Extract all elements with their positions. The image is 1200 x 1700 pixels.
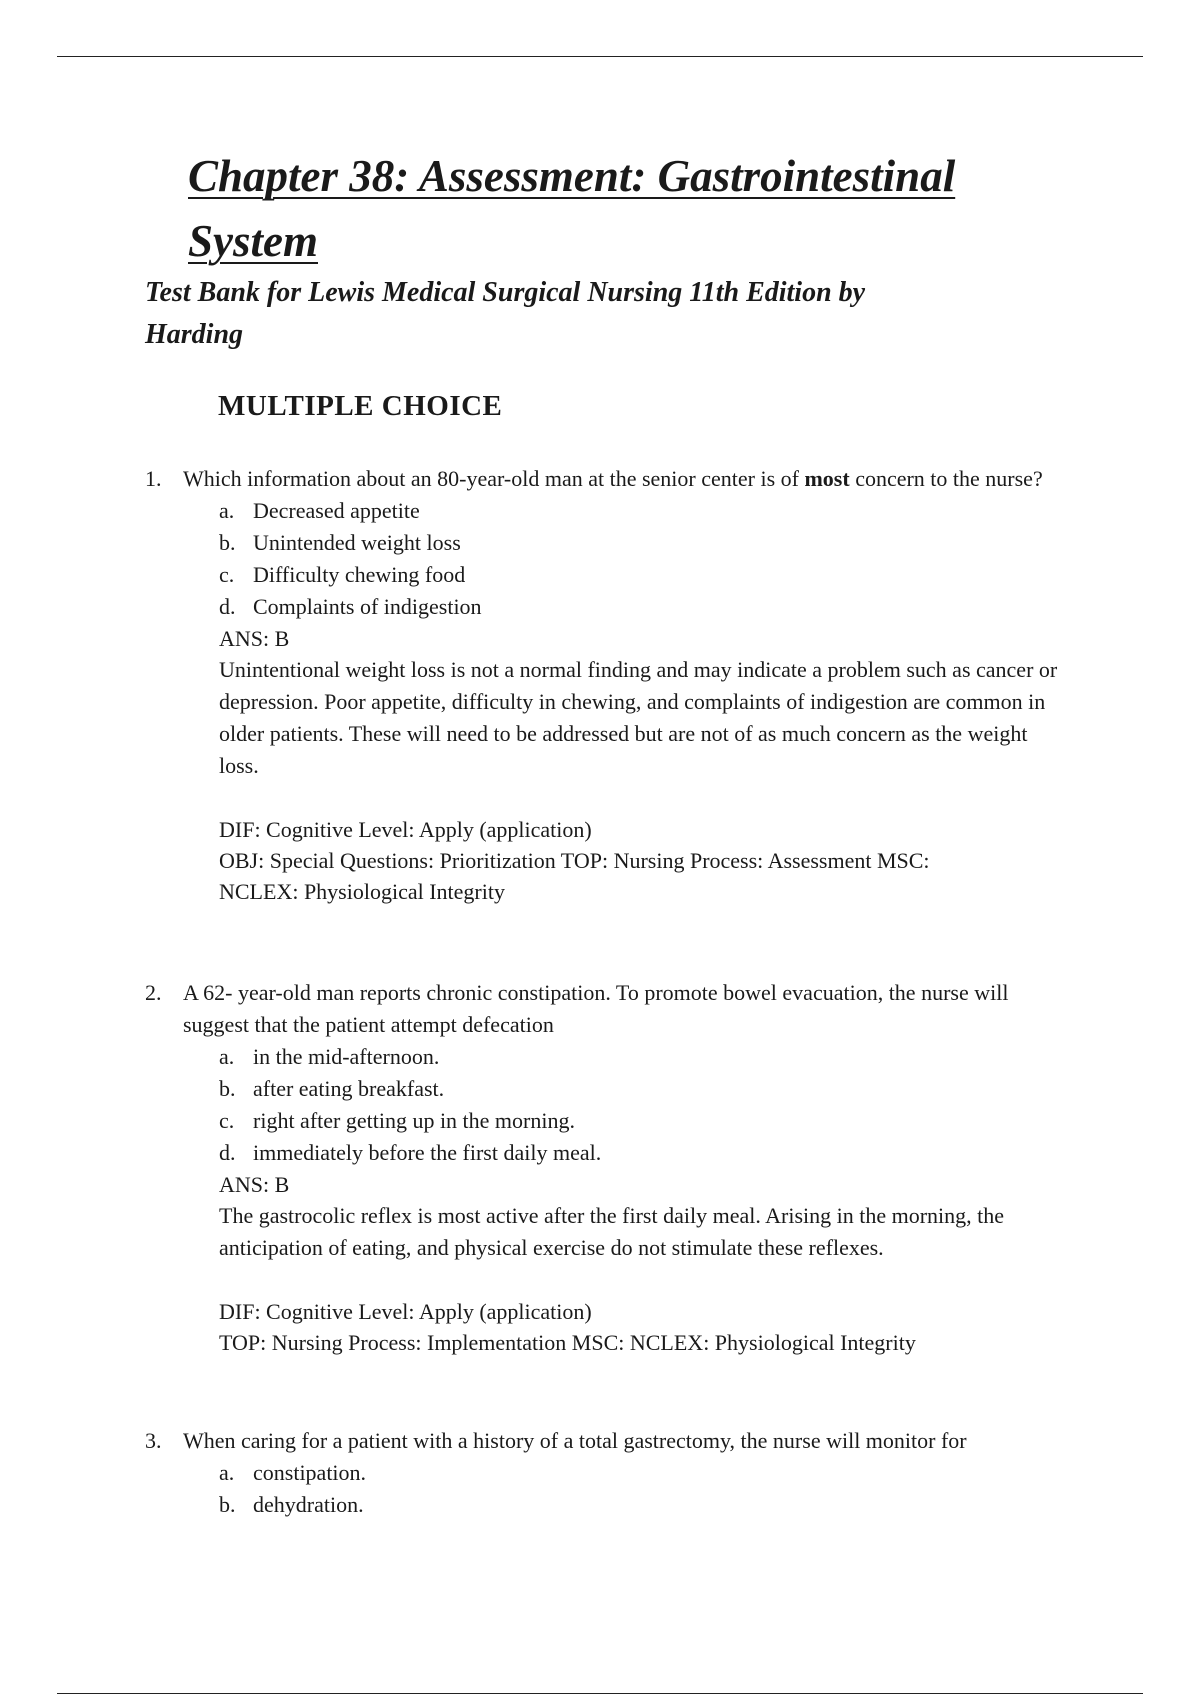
option-text: after eating breakfast. <box>253 1076 445 1101</box>
top-rule <box>57 56 1143 57</box>
option-text: immediately before the first daily meal. <box>253 1140 602 1165</box>
subtitle-line1: Test Bank for Lewis Medical Surgical Nursing 11th Edition by <box>145 277 866 308</box>
option-letter: c. <box>219 562 235 587</box>
option-list <box>145 495 1065 623</box>
option-letter: a. <box>219 1044 235 1069</box>
question-stem <box>145 977 1065 1041</box>
stem-text-after: concern to the nurse? <box>849 466 1043 491</box>
rationale: Unintentional weight loss is not a normal finding and may indicate a problem such as cancer or depression. Poor appetite, difficulty in chewing, and complaints of indigestion are common in older patients. These will need to be addressed but are not of as much concern as the weight loss. <box>219 657 1058 778</box>
question-2 <box>145 977 1065 1358</box>
chapter-title-line1: Chapter 38: Assessment: Gastrointestinal <box>188 151 956 201</box>
option-c <box>219 1105 1065 1137</box>
answer-key: ANS: B <box>219 626 290 651</box>
question-number: 1. <box>145 466 162 491</box>
answer-block <box>145 623 1065 907</box>
meta-line: DIF: Cognitive Level: Apply (application) <box>219 1299 592 1324</box>
option-text: right after getting up in the morning. <box>253 1108 575 1133</box>
option-letter: a. <box>219 498 235 523</box>
option-letter: b. <box>219 1492 236 1517</box>
question-number: 2. <box>145 980 162 1005</box>
question-stem <box>145 463 1065 495</box>
section-heading: MULTIPLE CHOICE <box>218 390 503 422</box>
question-number: 3. <box>145 1428 162 1453</box>
question-1 <box>145 463 1065 907</box>
chapter-title-line2: System <box>188 216 318 266</box>
option-letter: a. <box>219 1460 235 1485</box>
option-list <box>145 1041 1065 1169</box>
option-a <box>219 495 1065 527</box>
stem-text: When caring for a patient with a history of a total gastrectomy, the nurse will monitor for <box>183 1428 967 1453</box>
option-c <box>219 559 1065 591</box>
option-text: in the mid-afternoon. <box>253 1044 440 1069</box>
option-d <box>219 1137 1065 1169</box>
bottom-rule <box>57 1693 1143 1694</box>
option-b <box>219 527 1065 559</box>
question-metadata <box>219 1296 1065 1358</box>
meta-line: DIF: Cognitive Level: Apply (application) <box>219 817 592 842</box>
stem-text-before: Which information about an 80-year-old man at the senior center is of <box>183 466 805 491</box>
meta-line: TOP: Nursing Process: Implementation MSC: NCLEX: Physiological Integrity <box>219 1330 916 1355</box>
subtitle-line2: Harding <box>145 319 244 350</box>
answer-block <box>145 1169 1065 1358</box>
option-text: Decreased appetite <box>253 498 420 523</box>
question-metadata <box>219 814 1065 907</box>
stem-text: A 62- year-old man reports chronic constipation. To promote bowel evacuation, the nurse will suggest that the patient attempt defecation <box>183 980 1009 1037</box>
option-b <box>219 1489 1065 1521</box>
meta-line: OBJ: Special Questions: Prioritization TOP: Nursing Process: Assessment MSC: <box>219 848 930 873</box>
option-text: constipation. <box>253 1460 367 1485</box>
rationale: The gastrocolic reflex is most active after the first daily meal. Arising in the morning, the anticipation of eating, and physical exercise do not stimulate these reflexes. <box>219 1203 1005 1260</box>
document-subtitle <box>145 272 1045 356</box>
option-text: dehydration. <box>253 1492 364 1517</box>
question-stem <box>145 1425 1065 1457</box>
option-d <box>219 591 1065 623</box>
answer-key: ANS: B <box>219 1172 290 1197</box>
option-text: Complaints of indigestion <box>253 594 482 619</box>
option-letter: b. <box>219 530 236 555</box>
stem-emphasis: most <box>804 466 850 491</box>
option-a <box>219 1041 1065 1073</box>
option-b <box>219 1073 1065 1105</box>
option-letter: d. <box>219 1140 236 1165</box>
option-letter: d. <box>219 594 236 619</box>
meta-line: NCLEX: Physiological Integrity <box>219 879 505 904</box>
option-letter: c. <box>219 1108 235 1133</box>
option-text: Unintended weight loss <box>253 530 461 555</box>
option-list <box>145 1457 1065 1521</box>
option-letter: b. <box>219 1076 236 1101</box>
chapter-title <box>188 144 1068 274</box>
option-text: Difficulty chewing food <box>253 562 466 587</box>
question-3 <box>145 1425 1065 1521</box>
option-a <box>219 1457 1065 1489</box>
